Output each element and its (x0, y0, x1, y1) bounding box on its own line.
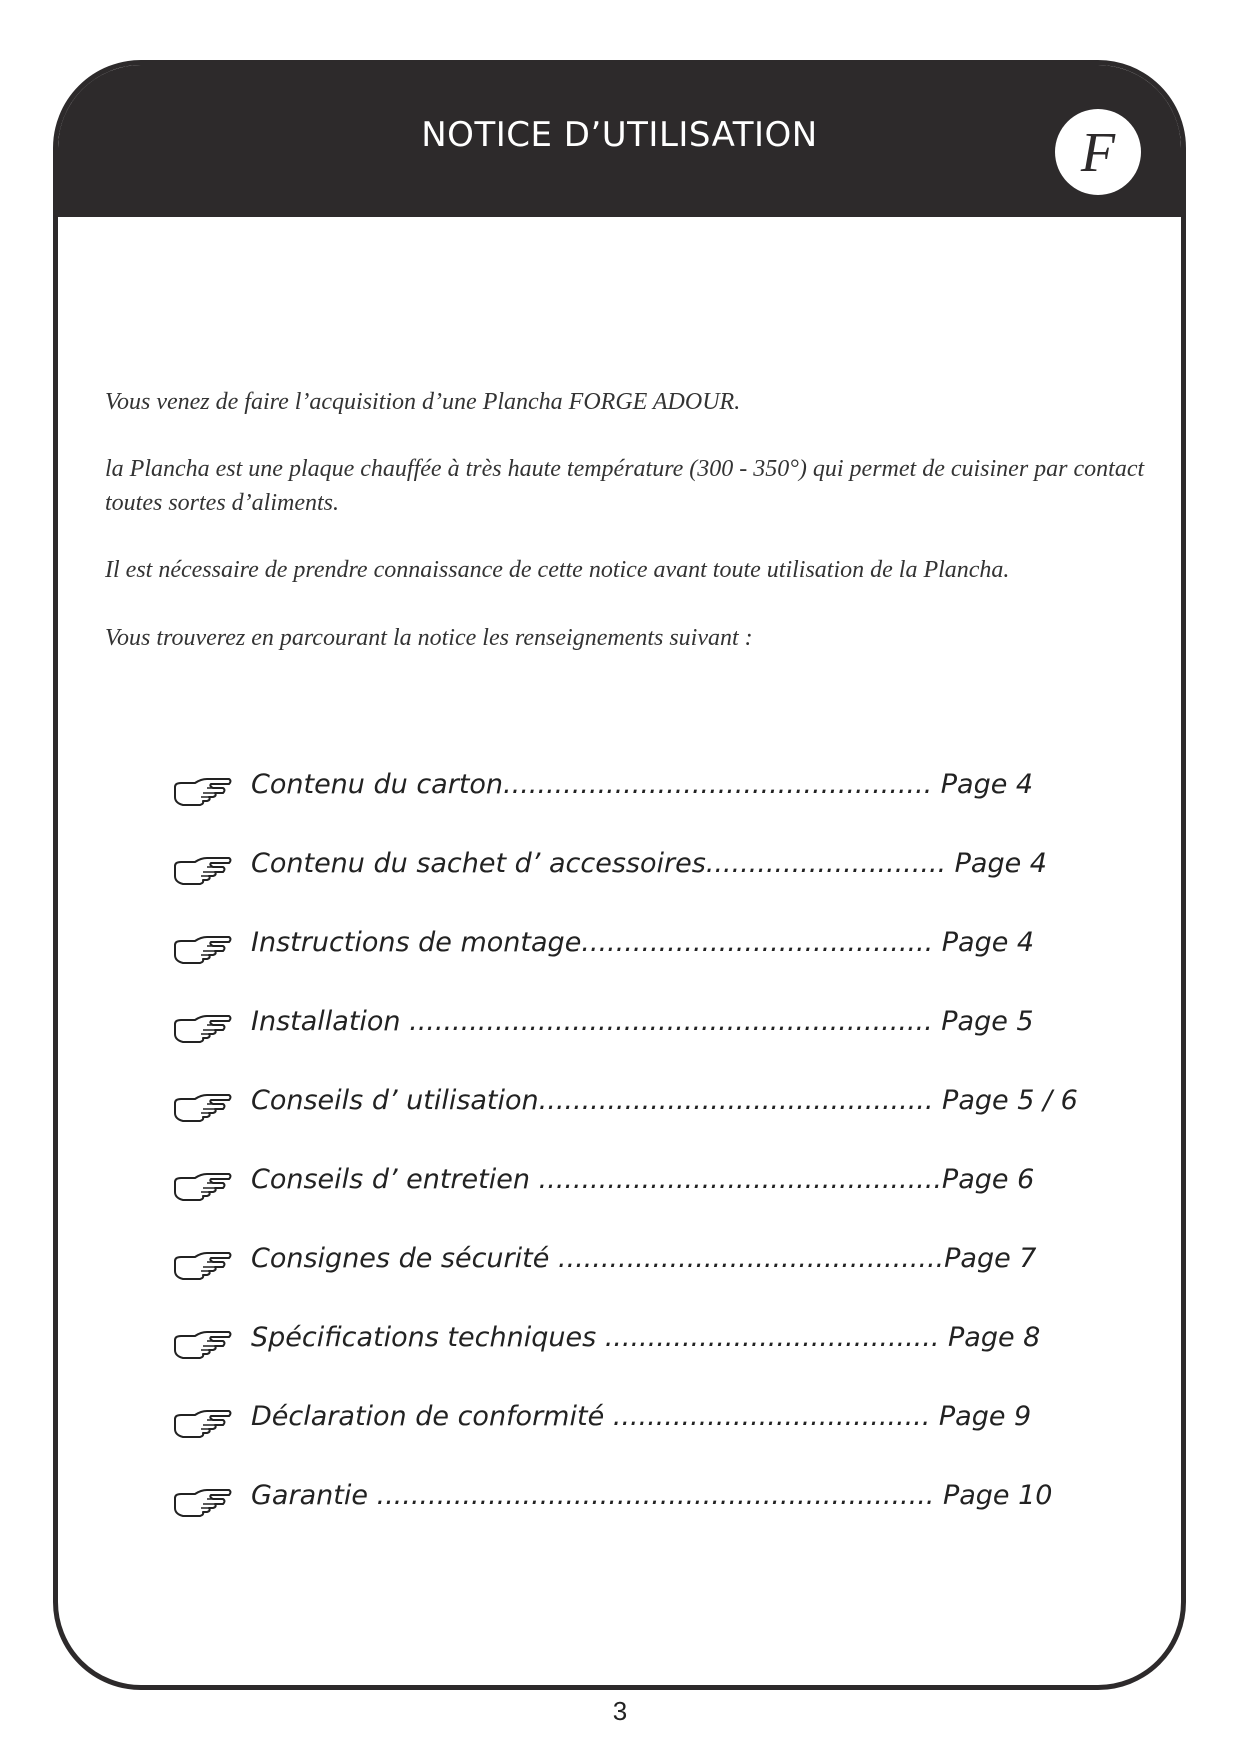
toc-item-text: Installation ............................................................. Page 5 (251, 1006, 1034, 1037)
toc-item (173, 1241, 1073, 1301)
pointing-hand-icon (173, 1089, 233, 1125)
toc-item-text: Conseils d’ entretien ...............................................Page 6 (251, 1164, 1035, 1195)
toc-item (173, 1478, 1073, 1538)
header-bar (58, 65, 1181, 217)
pointing-hand-icon (173, 1484, 233, 1520)
pointing-hand-icon (173, 931, 233, 967)
toc-item-text: Garantie ................................................................. Page 10 (251, 1480, 1053, 1511)
page-frame (53, 60, 1186, 1690)
pointing-hand-icon (173, 773, 233, 809)
toc-item-text: Déclaration de conformité ..................................... Page 9 (251, 1401, 1032, 1432)
toc-item (173, 1083, 1078, 1143)
document-title: NOTICE D’UTILISATION (421, 115, 818, 155)
toc-item (173, 1320, 1073, 1380)
pointing-hand-icon (173, 1405, 233, 1441)
intro-paragraph-4: Vous trouverez en parcourant la notice les renseignements suivant : (105, 625, 753, 651)
toc-item (173, 925, 1073, 985)
toc-item (173, 1399, 1073, 1459)
toc-item (173, 1004, 1073, 1064)
toc-item-text: Contenu du sachet d’ accessoires............................ Page 4 (251, 848, 1047, 879)
toc-item (173, 767, 1073, 827)
pointing-hand-icon (173, 1010, 233, 1046)
toc-item-text: Consignes de sécurité .............................................Page 7 (251, 1243, 1037, 1274)
toc-item (173, 846, 1073, 906)
pointing-hand-icon (173, 1168, 233, 1204)
pointing-hand-icon (173, 1247, 233, 1283)
intro-paragraph-3: Il est nécessaire de prendre connaissance de cette notice avant toute utilisation de la Plancha. (105, 557, 1010, 583)
intro-paragraph-2: la Plancha est une plaque chauffée à très haute température (300 - 350°) qui permet de cuisiner par contact toutes sortes d’aliments. (105, 456, 1145, 516)
toc-item-text: Conseils d’ utilisation.............................................. Page 5 / 6 (251, 1085, 1078, 1116)
pointing-hand-icon (173, 1326, 233, 1362)
toc-item (173, 1162, 1073, 1222)
toc-item-text: Spécifications techniques ....................................... Page 8 (251, 1322, 1041, 1353)
pointing-hand-icon (173, 852, 233, 888)
toc-item-text: Instructions de montage......................................... Page 4 (251, 927, 1035, 958)
language-badge: F (1055, 109, 1141, 195)
toc-item-text: Contenu du carton.................................................. Page 4 (251, 769, 1034, 800)
intro-paragraph-1: Vous venez de faire l’acquisition d’une Plancha FORGE ADOUR. (105, 389, 741, 415)
page-number: 3 (612, 1696, 628, 1726)
